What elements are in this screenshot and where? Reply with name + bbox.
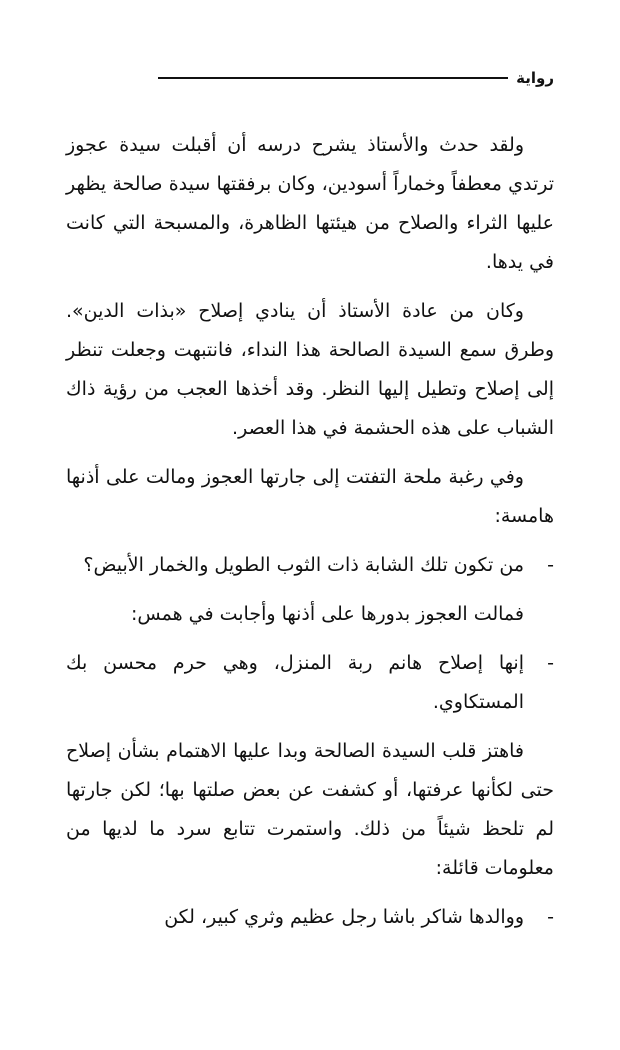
paragraph-text: فاهتز قلب السيدة الصالحة وبدا عليها الاهتمام بشأن إصلاح حتى لكأنها عرفتها، أو كشفت عن بعض صلتها بها؛ لكن جارتها لم تلحظ شيئاً من ذلك. واستمرت تتابع سرد ما لديها من معلومات قائلة: xyxy=(66,740,554,879)
header-rule xyxy=(158,77,508,79)
paragraph-text: وكان من عادة الأستاذ أن ينادي إصلاح «بذات الدين». وطرق سمع السيدة الصالحة هذا النداء، فانتبهت وجعلت تنظر إلى إصلاح وتطيل إليها النظر. وقد أخذها العجب من رؤية ذاك الشباب على هذه الحشمة في هذا العصر. xyxy=(66,300,554,439)
body-text xyxy=(66,126,554,947)
paragraph xyxy=(66,292,554,448)
header-label: رواية xyxy=(516,69,554,87)
dialogue-line xyxy=(66,644,554,722)
dialogue-dash: - xyxy=(547,554,554,576)
dialogue-dash: - xyxy=(547,652,554,674)
running-header xyxy=(158,66,554,90)
paragraph xyxy=(66,595,554,634)
dialogue-text: من تكون تلك الشابة ذات الثوب الطويل والخمار الأبيض؟ xyxy=(83,554,524,576)
paragraph-text: ولقد حدث والأستاذ يشرح درسه أن أقبلت سيدة عجوز ترتدي معطفاً وخماراً أسودين، وكان برفقتها سيدة صالحة يظهر عليها الثراء والصلاح من هيئتها الظاهرة، والمسبحة التي كانت في يدها. xyxy=(66,134,554,273)
paragraph-text: وفي رغبة ملحة التفتت إلى جارتها العجوز ومالت على أذنها هامسة: xyxy=(66,466,554,527)
dialogue-dash: - xyxy=(547,906,554,928)
dialogue-line xyxy=(66,898,554,937)
paragraph xyxy=(66,458,554,536)
dialogue-line xyxy=(66,546,554,585)
dialogue-text: ووالدها شاكر باشا رجل عظيم وثري كبير، لكن xyxy=(164,906,524,928)
paragraph xyxy=(66,126,554,282)
dialogue-text: إنها إصلاح هانم ربة المنزل، وهي حرم محسن بك المستكاوي. xyxy=(66,652,524,713)
paragraph xyxy=(66,732,554,888)
paragraph-text: فمالت العجوز بدورها على أذنها وأجابت في همس: xyxy=(130,603,524,625)
